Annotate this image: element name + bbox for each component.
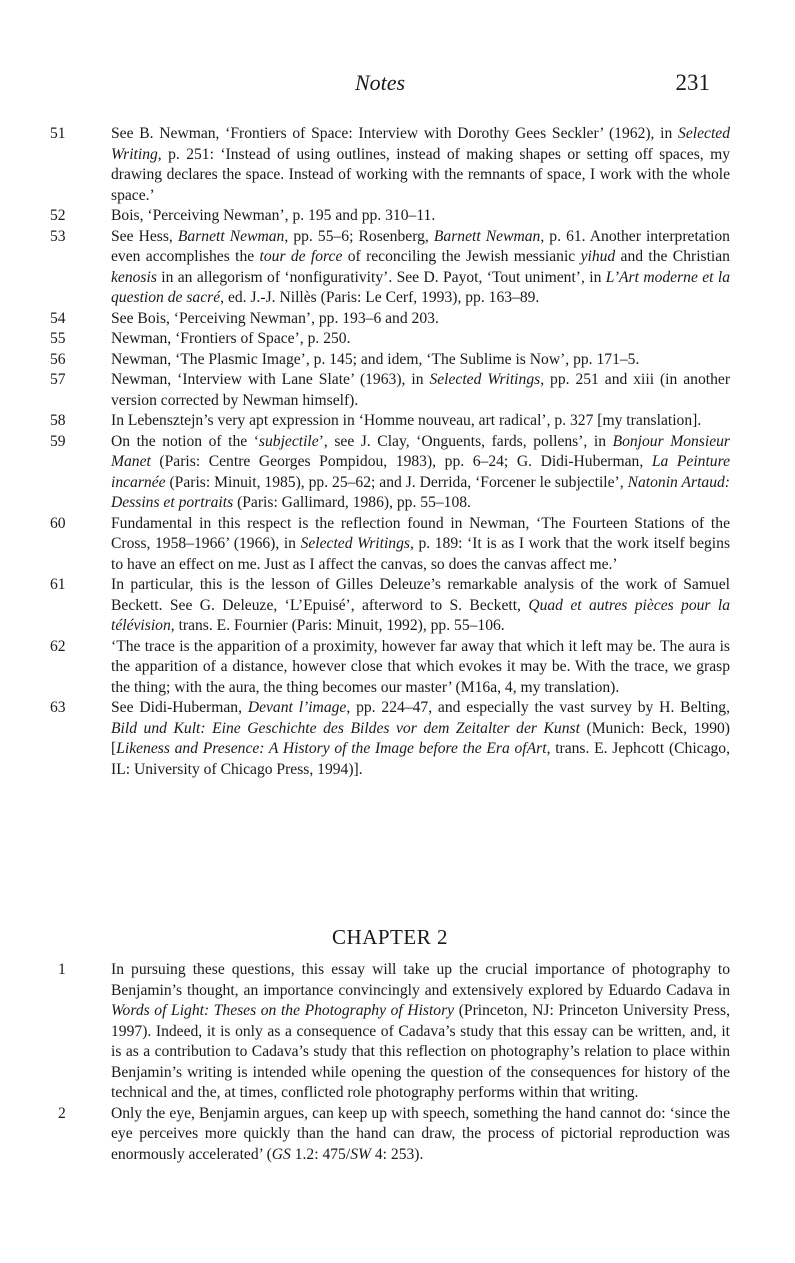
note-text: On the notion of the ‘subjectile’, see J. Clay, ‘Onguents, fards, pollens’, in Bonjour Monsieur Manet (Paris: Centre Georges Pompidou, 1983), pp. 6–24; G. Didi-Huberman, La Peinture incarnée (Paris: Minuit, 1985), pp. 25–62; and J. Derrida, ‘Forcener le subjectile’, Natonin Artaud: Dessins et portraits (Paris: Gallimard, 1986), pp. 55–108. [111,432,731,511]
chapter-heading: CHAPTER 2 [332,925,448,949]
note-number: 56 [50,350,66,368]
note-item [50,206,730,227]
note-item [50,575,730,637]
note-text: In particular, this is the lesson of Gilles Deleuze’s remarkable analysis of the work of Samuel Beckett. See G. Deleuze, ‘L’Epuisé’, afterword to S. Beckett, Quad et autres pièces pour la télévision, trans. E. Fournier (Paris: Minuit, 1992), pp. 55–106. [111,576,730,634]
chapter1-notes-list [50,124,730,780]
note-number: 63 [50,699,66,716]
note-item [50,124,730,206]
note-text: Fundamental in this respect is the reflection found in Newman, ‘The Fourteen Stations of the Cross, 1958–1966’ (1966), in Selected Writings, p. 189: ‘It is as I work that the work itself begins to have an effect on me. Just as I affect the canvas, so does the canvas affect me.’ [111,514,731,573]
note-text: In Lebensztejn’s very apt expression in ‘Homme nouveau, art radical’, p. 327 [my translation]. [111,412,702,429]
note-item [50,309,730,330]
note-text: See Bois, ‘Perceiving Newman’, pp. 193–6 and 203. [111,309,439,327]
note-number: 62 [50,637,66,655]
note-item [50,227,730,309]
note-item [50,960,730,1104]
running-head [50,70,710,98]
note-text: Newman, ‘Frontiers of Space’, p. 250. [111,330,351,347]
note-number: 2 [58,1104,66,1122]
note-text: See Didi-Huberman, Devant l’image, pp. 224–47, and especially the vast survey by H. Belting, Bild und Kult: Eine Geschichte des Bildes vor dem Zeitalter der Kunst (Munich: Beck, 1990) [Likeness and Presence: A History of the Image before the Era ofArt, trans. E. Jephcott (Chicago, IL: University of Chicago Press, 1994)]. [111,699,730,778]
note-text: Bois, ‘Perceiving Newman’, p. 195 and pp. 310–11. [111,207,436,224]
note-number: 59 [50,432,66,450]
running-head-title: Notes [354,70,406,95]
note-item [50,432,730,514]
note-item [50,637,730,699]
note-number: 52 [50,207,66,224]
note-item [50,350,730,371]
note-item [50,370,730,411]
page-number: 231 [675,70,710,95]
note-number: 61 [50,576,66,593]
note-text: See B. Newman, ‘Frontiers of Space: Interview with Dorothy Gees Seckler’ (1962), in Selected Writing, p. 251: ‘Instead of using outlines, instead of making shapes or setting off spaces, my drawing declares the space. Instead of working with the remnants of space, I work with the whole space.’ [111,125,730,204]
note-item [50,329,730,350]
note-text: Newman, ‘The Plasmic Image’, p. 145; and idem, ‘The Sublime is Now’, pp. 171–5. [111,350,640,368]
note-number: 53 [50,227,66,245]
note-item [50,411,730,432]
note-number: 55 [50,330,66,347]
note-text: ‘The trace is the apparition of a proximity, however far away that which it left may be. The aura is the apparition of a distance, however close that which evokes it may be. With the trace, we grasp the thing; with the aura, the thing becomes our master’ (M16a, 4, my translation). [111,637,730,696]
note-item [50,1104,730,1166]
note-text: In pursuing these questions, this essay will take up the crucial importance of photography to Benjamin’s thought, an importance convincingly and extensively explored by Eduardo Cadava in Words of Light: Theses on the Photography of History (Princeton, NJ: Princeton University Press, 1997). Indeed, it is only as a consequence of Cadava’s study that this essay can be written, and, it is as a contribution to Cadava’s study that this reflection on photography’s relation to place within Benjamin’s writing is intended while opening the question of the consequences for history of the technical and the, at times, conflicted role photography performs within that writing. [111,961,730,1101]
note-item [50,698,730,780]
note-number: 58 [50,412,66,429]
note-item [50,514,730,576]
note-text: Newman, ‘Interview with Lane Slate’ (1963), in Selected Writings, pp. 251 and xiii (in another version corrected by Newman himself). [111,371,731,409]
note-number: 54 [50,309,66,327]
note-number: 51 [50,125,66,142]
note-text: Only the eye, Benjamin argues, can keep up with speech, something the hand cannot do: ‘since the eye perceives more quickly than the hand can draw, the process of pictorial reproduction was enormously accelerated’ (GS 1.2: 475/SW 4: 253). [111,1104,730,1163]
note-number: 57 [50,371,66,388]
note-number: 1 [58,961,66,978]
note-number: 60 [50,514,66,532]
chapter2-notes-list [50,960,730,1165]
note-text: See Hess, Barnett Newman, pp. 55–6; Rosenberg, Barnett Newman, p. 61. Another interpretation even accomplishes the tour de force of reconciling the Jewish messianic yihud and the Christian kenosis in an allegorism of ‘nonfigurativity’. See D. Payot, ‘Tout uniment’, in L’Art moderne et la question de sacré, ed. J.-J. Nillès (Paris: Le Cerf, 1993), pp. 163–89. [111,227,731,306]
